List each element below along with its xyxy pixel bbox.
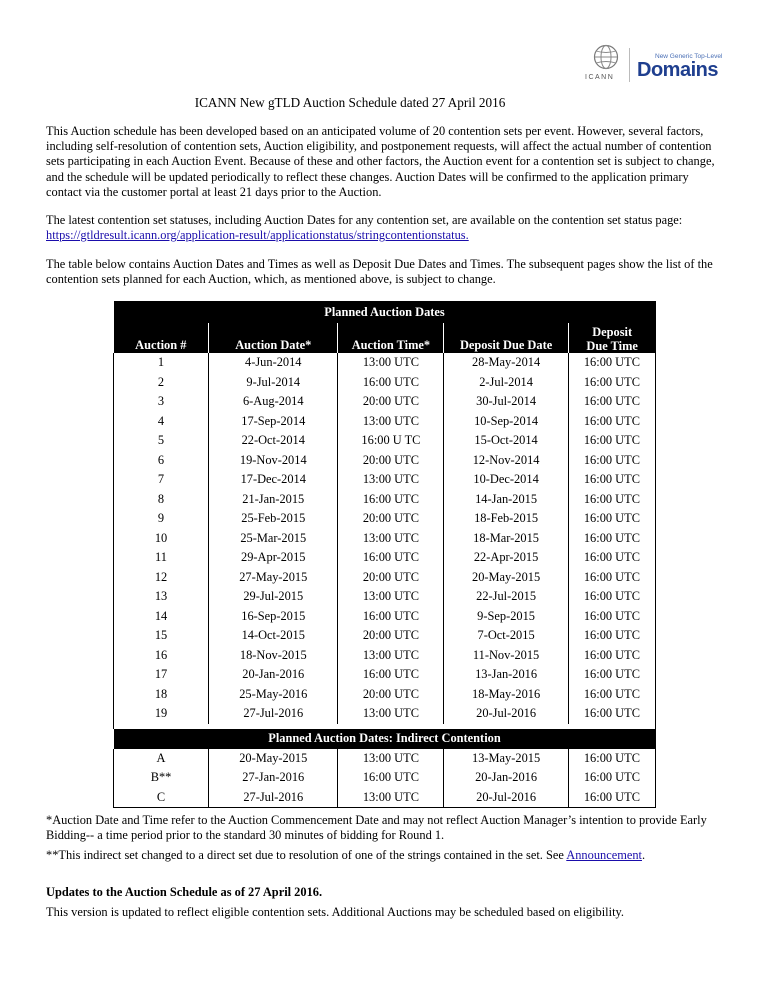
cell-auction-time: 20:00 UTC [338, 568, 444, 588]
cell-auction-time: 13:00 UTC [338, 470, 444, 490]
cell-auction-date: 22-Oct-2014 [209, 431, 338, 451]
cell-auction-date: 25-Mar-2015 [209, 529, 338, 549]
icann-wordmark: ICANN [585, 74, 615, 81]
cell-deposit-time: 16:00 UTC [568, 431, 655, 451]
cell-deposit-time: 16:00 UTC [568, 665, 655, 685]
page-title [0, 95, 768, 111]
cell-auction-time: 13:00 UTC [338, 749, 444, 769]
cell-auction-time: 20:00 UTC [338, 509, 444, 529]
cell-auction-time: 13:00 UTC [338, 646, 444, 666]
cell-auction-time: 16:00 U TC [338, 431, 444, 451]
status-link[interactable]: https://gtldresult.icann.org/application-result/applicationstatus/stringcontentionstatus. [46, 228, 469, 243]
table-row [114, 353, 656, 373]
cell-auction-time: 16:00 UTC [338, 607, 444, 627]
cell-deposit-time: 16:00 UTC [568, 353, 655, 373]
cell-deposit-time: 16:00 UTC [568, 490, 655, 510]
cell-deposit-time: 16:00 UTC [568, 788, 655, 808]
col-auction-date: Auction Date* [209, 323, 338, 353]
cell-auction-num: 2 [114, 373, 209, 393]
cell-auction-num: 6 [114, 451, 209, 471]
table-row [114, 788, 656, 808]
intro-paragraph: This Auction schedule has been developed based on an anticipated volume of 20 contention sets per event. However, several factors, including self-resolution of contention sets, Auction eligibility, and postponement requests, will affect the actual number of contention sets participating in each Auction Event. Because of these and other factors, the Auction event for a contention set is subject to change, and the schedule will be updated periodically to reflect these changes. Auction Dates will be confirmed to the application primary contact via the customer portal at least 21 days prior to the Auction. [46, 124, 715, 199]
cell-auction-num: 4 [114, 412, 209, 432]
table-title: Planned Auction Dates [114, 301, 656, 323]
cell-auction-num: 9 [114, 509, 209, 529]
cell-auction-num: 19 [114, 704, 209, 724]
cell-deposit-time: 16:00 UTC [568, 568, 655, 588]
cell-deposit-time: 16:00 UTC [568, 704, 655, 724]
cell-deposit-time: 16:00 UTC [568, 548, 655, 568]
cell-auction-date: 18-Nov-2015 [209, 646, 338, 666]
table-row [114, 626, 656, 646]
cell-auction-date: 14-Oct-2015 [209, 626, 338, 646]
cell-auction-date: 29-Jul-2015 [209, 587, 338, 607]
cell-deposit-date: 18-Feb-2015 [444, 509, 568, 529]
table-row [114, 768, 656, 788]
updates-heading: Updates to the Auction Schedule as of 27 April 2016. [46, 885, 323, 899]
cell-auction-num: 5 [114, 431, 209, 451]
cell-auction-num: 17 [114, 665, 209, 685]
cell-auction-date: 19-Nov-2014 [209, 451, 338, 471]
cell-auction-time: 16:00 UTC [338, 768, 444, 788]
cell-deposit-date: 10-Dec-2014 [444, 470, 568, 490]
table-row [114, 665, 656, 685]
cell-auction-date: 29-Apr-2015 [209, 548, 338, 568]
cell-deposit-time: 16:00 UTC [568, 626, 655, 646]
cell-auction-num: A [114, 749, 209, 769]
cell-deposit-date: 20-Jul-2016 [444, 788, 568, 808]
cell-deposit-date: 20-Jan-2016 [444, 768, 568, 788]
cell-deposit-date: 18-Mar-2015 [444, 529, 568, 549]
cell-auction-time: 20:00 UTC [338, 451, 444, 471]
table-row [114, 548, 656, 568]
table-row [114, 749, 656, 769]
logo [585, 44, 735, 88]
direct-rows [114, 353, 656, 724]
table-row [114, 509, 656, 529]
cell-deposit-date: 20-May-2015 [444, 568, 568, 588]
cell-auction-num: 3 [114, 392, 209, 412]
cell-deposit-time: 16:00 UTC [568, 451, 655, 471]
cell-auction-date: 27-Jul-2016 [209, 704, 338, 724]
cell-auction-time: 13:00 UTC [338, 412, 444, 432]
cell-deposit-date: 15-Oct-2014 [444, 431, 568, 451]
cell-auction-date: 27-Jan-2016 [209, 768, 338, 788]
col-auction-num: Auction # [114, 323, 209, 353]
cell-deposit-date: 9-Sep-2015 [444, 607, 568, 627]
cell-auction-time: 20:00 UTC [338, 626, 444, 646]
cell-deposit-date: 22-Apr-2015 [444, 548, 568, 568]
cell-deposit-date: 13-May-2015 [444, 749, 568, 769]
cell-auction-date: 4-Jun-2014 [209, 353, 338, 373]
table-row [114, 490, 656, 510]
cell-deposit-time: 16:00 UTC [568, 392, 655, 412]
cell-auction-time: 13:00 UTC [338, 529, 444, 549]
cell-auction-num: 16 [114, 646, 209, 666]
col-deposit-time-line2: Due Time [586, 339, 638, 353]
cell-auction-time: 20:00 UTC [338, 392, 444, 412]
cell-deposit-time: 16:00 UTC [568, 768, 655, 788]
cell-deposit-time: 16:00 UTC [568, 646, 655, 666]
table-row [114, 451, 656, 471]
cell-deposit-date: 18-May-2016 [444, 685, 568, 705]
cell-deposit-date: 2-Jul-2014 [444, 373, 568, 393]
table-row [114, 704, 656, 724]
table-row [114, 392, 656, 412]
brand-wordmark: Domains [637, 59, 718, 81]
cell-deposit-time: 16:00 UTC [568, 749, 655, 769]
cell-auction-num: 14 [114, 607, 209, 627]
cell-auction-time: 16:00 UTC [338, 548, 444, 568]
cell-deposit-date: 10-Sep-2014 [444, 412, 568, 432]
cell-auction-date: 25-May-2016 [209, 685, 338, 705]
footnote-indirect [46, 848, 736, 863]
cell-auction-date: 20-Jan-2016 [209, 665, 338, 685]
cell-auction-num: 13 [114, 587, 209, 607]
cell-auction-num: B** [114, 768, 209, 788]
table-intro-paragraph: The table below contains Auction Dates and Times as well as Deposit Due Dates and Times. The subsequent pages show the list of the contention sets planned for each Auction, which, as mentioned above, is subject to change. [46, 257, 713, 287]
announcement-link[interactable]: Announcement [566, 848, 642, 862]
cell-auction-num: 11 [114, 548, 209, 568]
cell-auction-date: 9-Jul-2014 [209, 373, 338, 393]
cell-deposit-date: 13-Jan-2016 [444, 665, 568, 685]
cell-auction-time: 13:00 UTC [338, 704, 444, 724]
footnote-auction-date: *Auction Date and Time refer to the Auction Commencement Date and may not reflect Auction Manager’s intention to provide Early Bidding-- a time period prior to the standard 30 minutes of bidding for Round 1. [46, 813, 707, 843]
cell-deposit-time: 16:00 UTC [568, 529, 655, 549]
table-row [114, 470, 656, 490]
cell-auction-time: 13:00 UTC [338, 353, 444, 373]
auction-schedule-table [113, 301, 656, 808]
cell-auction-date: 20-May-2015 [209, 749, 338, 769]
cell-auction-time: 16:00 UTC [338, 665, 444, 685]
cell-auction-date: 25-Feb-2015 [209, 509, 338, 529]
cell-auction-time: 13:00 UTC [338, 587, 444, 607]
cell-deposit-time: 16:00 UTC [568, 607, 655, 627]
table-row [114, 412, 656, 432]
cell-auction-num: 8 [114, 490, 209, 510]
cell-auction-time: 16:00 UTC [338, 490, 444, 510]
cell-deposit-date: 7-Oct-2015 [444, 626, 568, 646]
cell-auction-time: 20:00 UTC [338, 685, 444, 705]
cell-deposit-date: 11-Nov-2015 [444, 646, 568, 666]
col-auction-time: Auction Time* [338, 323, 444, 353]
cell-auction-date: 6-Aug-2014 [209, 392, 338, 412]
indirect-title: Planned Auction Dates: Indirect Contention [114, 729, 656, 749]
page-title-text: ICANN New gTLD Auction Schedule dated 27 April 2016 [194, 95, 506, 110]
cell-deposit-time: 16:00 UTC [568, 587, 655, 607]
cell-auction-date: 27-May-2015 [209, 568, 338, 588]
status-text: The latest contention set statuses, including Auction Dates for any contention set, are available on the contention set status page: [46, 213, 683, 227]
table-row [114, 431, 656, 451]
cell-auction-num: 10 [114, 529, 209, 549]
col-deposit-time-line1: Deposit [592, 325, 633, 339]
table-row [114, 685, 656, 705]
cell-deposit-date: 30-Jul-2014 [444, 392, 568, 412]
col-deposit-date: Deposit Due Date [444, 323, 568, 353]
cell-auction-num: 18 [114, 685, 209, 705]
cell-deposit-time: 16:00 UTC [568, 509, 655, 529]
table-row [114, 529, 656, 549]
cell-auction-date: 16-Sep-2015 [209, 607, 338, 627]
cell-auction-num: 15 [114, 626, 209, 646]
updates-text: This version is updated to reflect eligible contention sets. Additional Auctions may be scheduled based on eligibility. [46, 905, 624, 919]
status-paragraph [46, 213, 726, 243]
cell-deposit-date: 28-May-2014 [444, 353, 568, 373]
cell-auction-num: 12 [114, 568, 209, 588]
cell-deposit-time: 16:00 UTC [568, 685, 655, 705]
table-row [114, 646, 656, 666]
cell-auction-num: 1 [114, 353, 209, 373]
indirect-rows [114, 749, 656, 808]
table-row [114, 373, 656, 393]
icann-globe-icon [593, 44, 619, 70]
cell-deposit-time: 16:00 UTC [568, 373, 655, 393]
cell-auction-date: 27-Jul-2016 [209, 788, 338, 808]
cell-auction-num: 7 [114, 470, 209, 490]
table-row [114, 607, 656, 627]
cell-deposit-date: 14-Jan-2015 [444, 490, 568, 510]
cell-deposit-date: 12-Nov-2014 [444, 451, 568, 471]
table-row [114, 587, 656, 607]
brand-tagline: New Generic Top-Level [655, 53, 723, 60]
cell-auction-time: 16:00 UTC [338, 373, 444, 393]
logo-divider [629, 48, 630, 82]
cell-deposit-date: 22-Jul-2015 [444, 587, 568, 607]
table-row [114, 568, 656, 588]
cell-auction-date: 17-Sep-2014 [209, 412, 338, 432]
col-deposit-time [568, 323, 655, 353]
cell-deposit-date: 20-Jul-2016 [444, 704, 568, 724]
cell-deposit-time: 16:00 UTC [568, 470, 655, 490]
footnote-indirect-text: **This indirect set changed to a direct set due to resolution of one of the strings contained in the set. See [46, 848, 567, 862]
cell-auction-time: 13:00 UTC [338, 788, 444, 808]
cell-auction-date: 17-Dec-2014 [209, 470, 338, 490]
footnote-indirect-end: . [641, 848, 646, 862]
cell-deposit-time: 16:00 UTC [568, 412, 655, 432]
cell-auction-num: C [114, 788, 209, 808]
cell-auction-date: 21-Jan-2015 [209, 490, 338, 510]
